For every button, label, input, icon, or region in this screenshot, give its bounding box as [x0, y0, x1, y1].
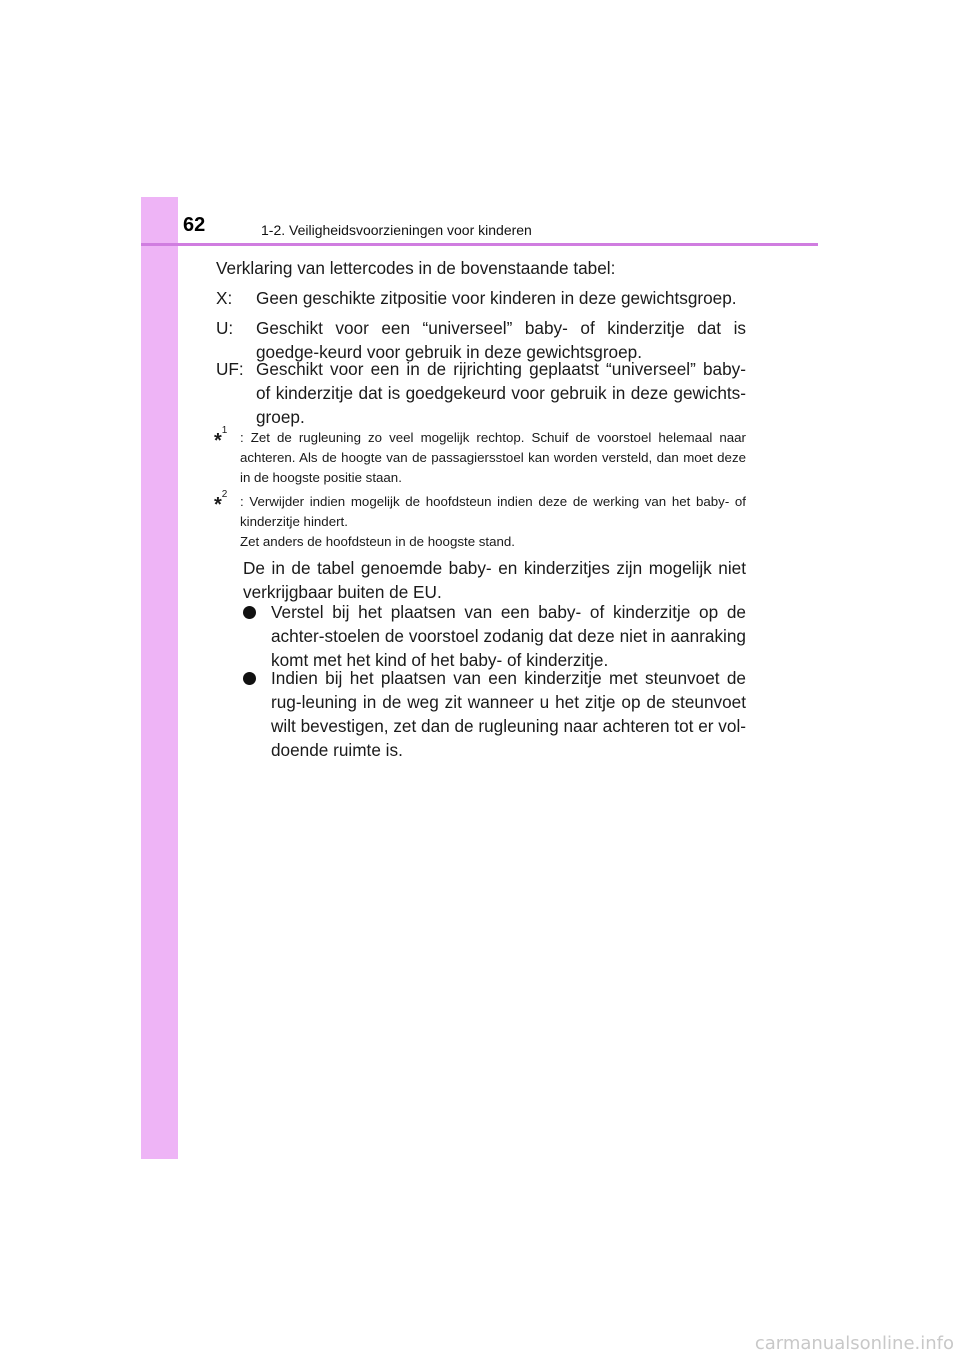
- footnote-mark: *$^1$: [214, 425, 228, 453]
- legend-text: Geschikt voor een “universeel” baby- of kinderzitje dat is goedge-keurd voor gebruik in deze gewichtsgroep.: [256, 318, 746, 362]
- legend-item-uf: [216, 357, 746, 429]
- watermark: carmanualsonline.info: [754, 1333, 954, 1354]
- bullet-text: Verstel bij het plaatsen van een baby- of kinderzitje op de achter-stoelen de voorstoel zodanig dat deze niet in aanraking komt met het kind of het baby- of kinderzitje.: [271, 602, 746, 670]
- legend-text: Geen geschikte zitpositie voor kinderen in deze gewichtsgroep.: [256, 288, 737, 308]
- legend-intro: Verklaring van lettercodes in de bovenstaande tabel:: [216, 258, 616, 278]
- header-rule: [141, 243, 818, 246]
- footnote-text: : Zet de rugleuning zo veel mogelijk rechtop. Schuif de voorstoel helemaal naar achteren. Als de hoogte van de passagiersstoel kan worden versteld, dan moet deze in de hoogste positie staan.: [240, 430, 746, 485]
- page-number: 62: [183, 214, 206, 236]
- bullet-item: [243, 600, 746, 672]
- footnote-2: [214, 489, 746, 552]
- sidebar-tab: [141, 197, 178, 1159]
- bullet-icon: [243, 672, 256, 685]
- footnote-text: : Verwijder indien mogelijk de hoofdsteun indien deze de werking van het baby- of kinderzitje hindert. Zet anders de hoofdsteun in de hoogste stand.: [240, 494, 746, 549]
- bullet-item: [243, 666, 746, 762]
- legend-text: Geschikt voor een in de rijrichting geplaatst “universeel” baby- of kinderzitje dat is goedgekeurd voor gebruik in deze gewichts-groep.: [256, 359, 746, 427]
- footnote-mark: *$^2$: [214, 489, 228, 517]
- legend-item-x: [216, 286, 746, 310]
- bullet-icon: [243, 606, 256, 619]
- bullet-text: Indien bij het plaatsen van een kinderzitje met steunvoet de rug-leuning in de weg zit wanneer u het zitje op de steunvoet wilt bevestigen, zet dan de rugleuning naar achteren tot er vol-doende ruimte is.: [271, 668, 746, 760]
- legend-key: X:: [216, 288, 233, 308]
- legend-key: UF:: [216, 359, 244, 379]
- section-title: 1-2. Veiligheidsvoorzieningen voor kinderen: [261, 222, 532, 238]
- availability-note: De in de tabel genoemde baby- en kinderzitjes zijn mogelijk niet verkrijgbaar buiten de EU.: [243, 558, 746, 602]
- footnote-1: [214, 425, 746, 488]
- legend-key: U:: [216, 318, 234, 338]
